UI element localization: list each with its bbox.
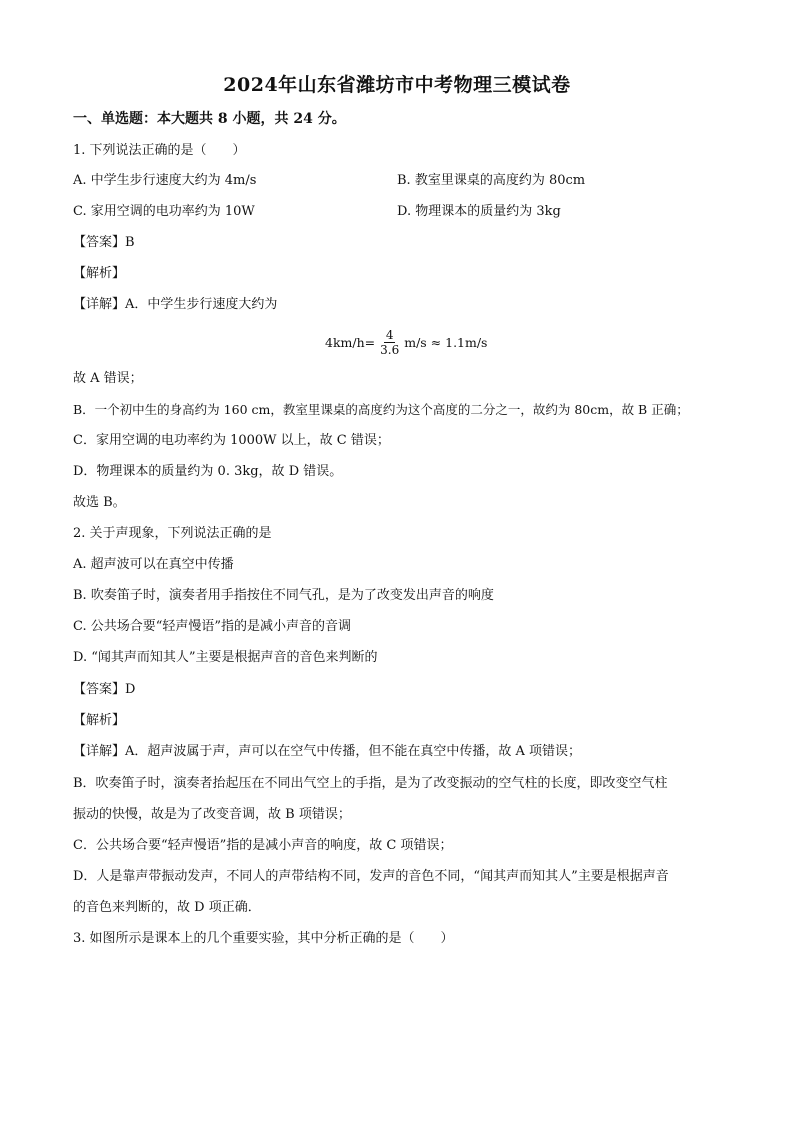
question-1-option-a: A. 中学生步行速度大约为 4m/s xyxy=(73,173,257,188)
question-1-stem: 1. 下列说法正确的是（ ） xyxy=(73,143,246,158)
formula-left: 4km/h= xyxy=(325,335,376,350)
formula-fraction xyxy=(378,328,401,357)
question-1-analysis: 【解析】 xyxy=(73,266,126,281)
question-2-option-a: A. 超声波可以在真空中传播 xyxy=(73,557,234,572)
question-1-detail: 【详解】A．中学生步行速度大约为 xyxy=(73,297,278,312)
question-3-stem: 3. 如图所示是课本上的几个重要实验，其中分析正确的是（ ） xyxy=(73,931,454,946)
question-1-option-b: B. 教室里课桌的高度约为 80cm xyxy=(397,173,586,188)
section-heading: 一、单选题：本大题共 8 小题，共 24 分。 xyxy=(73,111,346,127)
question-2-line-b2: 振动的快慢，故是为了改变音调，故 B 项错误； xyxy=(73,807,351,822)
formula-right: m/s ≈ 1.1m/s xyxy=(404,335,488,350)
question-2-line-d2: 的音色来判断的，故 D 项正确． xyxy=(73,900,261,915)
question-1-option-c: C. 家用空调的电功率约为 10W xyxy=(73,204,255,219)
question-2-line-c: C．公共场合要“轻声慢语”指的是减小声音的响度，故 C 项错误； xyxy=(73,838,453,853)
question-1-option-d: D. 物理课本的质量约为 3kg xyxy=(397,204,561,219)
page-title: 2024年山东省潍坊市中考物理三模试卷 xyxy=(223,74,571,96)
question-1-conclusion: 故选 B。 xyxy=(73,495,126,510)
question-1-line-b: B．一个初中生的身高约为 160 cm，教室里课桌的高度约为这个高度的二分之一，故约为 80cm，故 B 正确； xyxy=(73,402,689,417)
formula-numerator: 4 xyxy=(385,328,394,342)
speed-formula xyxy=(325,328,487,357)
question-1-line-c: C．家用空调的电功率约为 1000W 以上，故 C 错误； xyxy=(73,433,390,448)
question-2-line-d1: D．人是靠声带振动发声，不同人的声带结构不同，发声的音色不同，“闻其声而知其人”主要是根据声音 xyxy=(73,869,669,884)
question-2-line-b1: B．吹奏笛子时，演奏者抬起压在不同出气空上的手指，是为了改变振动的空气柱的长度，即改变空气柱 xyxy=(73,776,668,791)
question-2-answer: 【答案】D xyxy=(73,682,136,697)
question-2-analysis: 【解析】 xyxy=(73,713,126,728)
question-1-line-a: 故 A 错误； xyxy=(73,371,143,386)
question-1-answer: 【答案】B xyxy=(73,235,135,250)
question-2-option-b: B. 吹奏笛子时，演奏者用手指按住不同气孔，是为了改变发出声音的响度 xyxy=(73,588,494,603)
question-2-option-d: D. “闻其声而知其人”主要是根据声音的音色来判断的 xyxy=(73,650,378,665)
formula-denominator: 3.6 xyxy=(380,343,400,357)
question-2-detail: 【详解】A．超声波属于声，声可以在空气中传播，但不能在真空中传播，故 A 项错误； xyxy=(73,744,582,759)
question-2-option-c: C. 公共场合要“轻声慢语”指的是减小声音的音调 xyxy=(73,619,352,634)
question-1-line-d: D．物理课本的质量约为 0. 3kg，故 D 错误。 xyxy=(73,464,343,479)
question-2-stem: 2. 关于声现象，下列说法正确的是 xyxy=(73,526,272,541)
